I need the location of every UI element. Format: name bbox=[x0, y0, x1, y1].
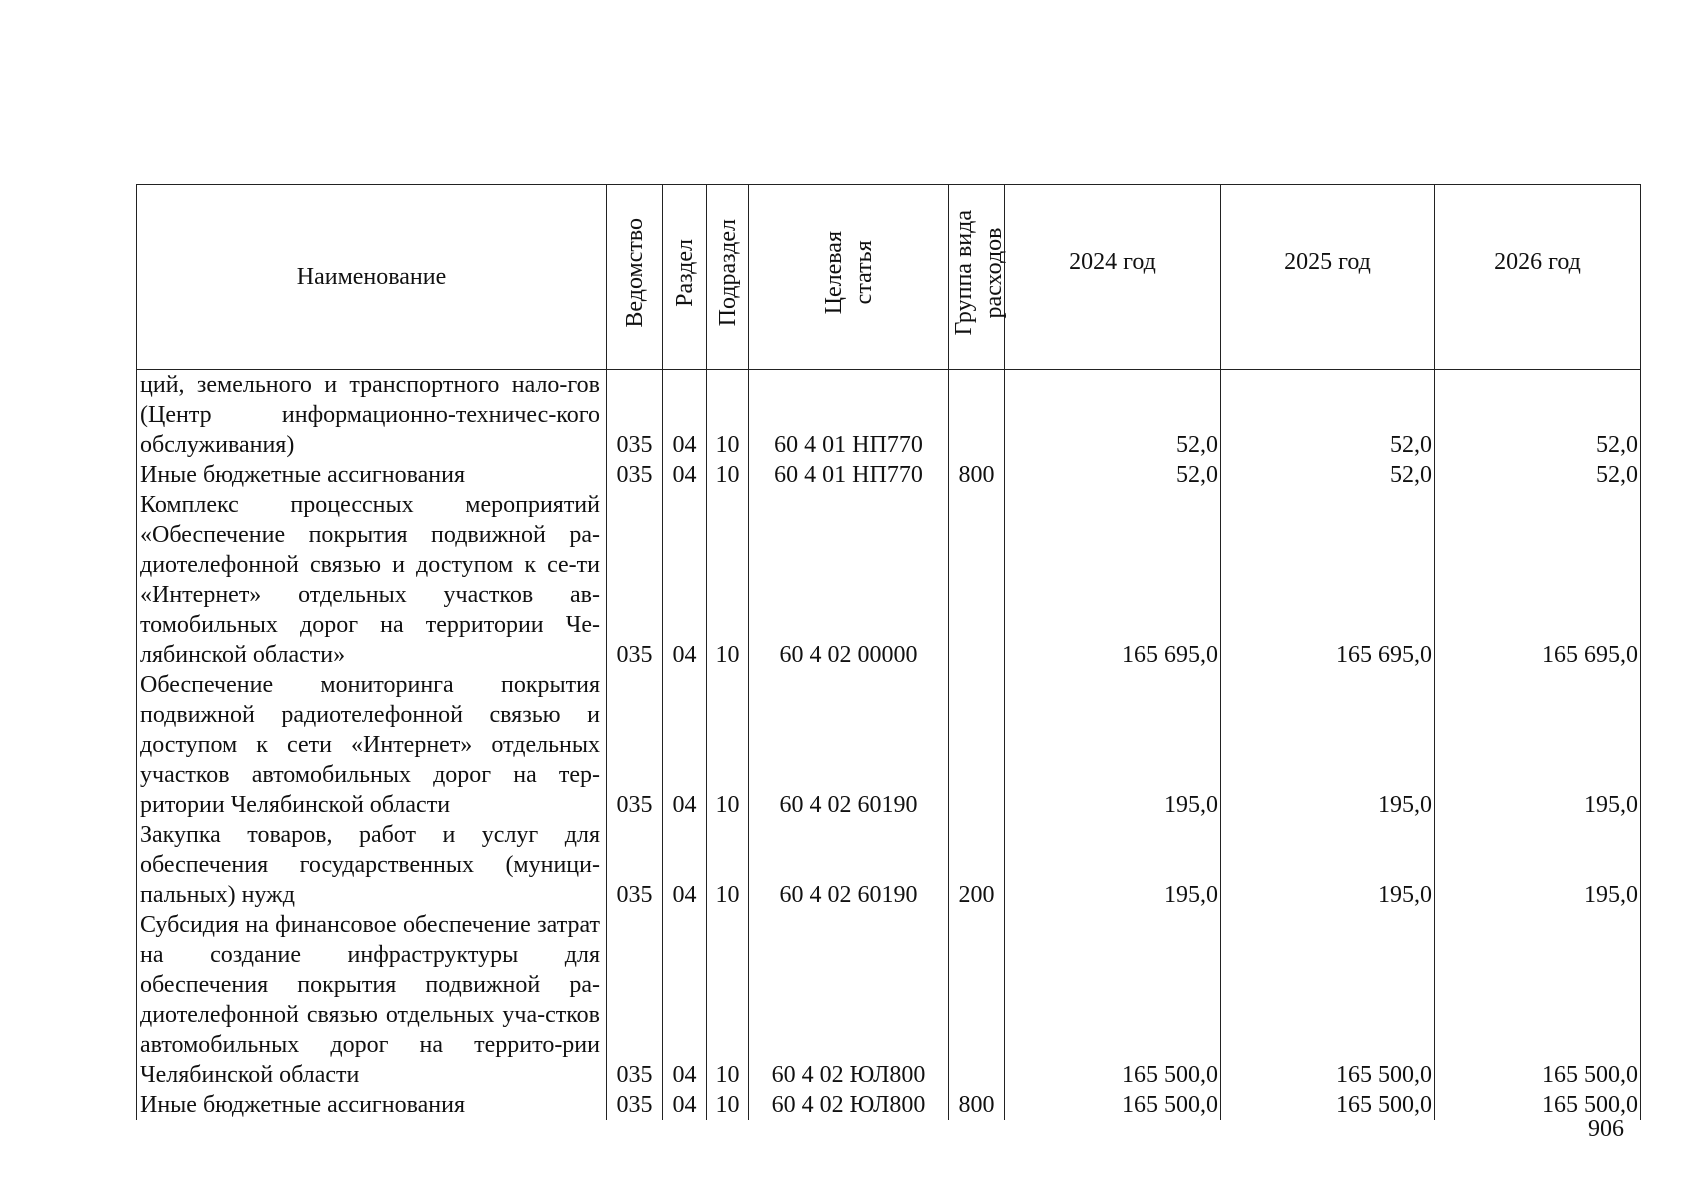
row-amount-2025: 52,0 bbox=[1221, 460, 1435, 490]
row-vedomstvo: 035 bbox=[607, 490, 663, 670]
table-header-row bbox=[137, 185, 1641, 370]
table-row bbox=[137, 460, 1641, 490]
row-name: ций, земельного и транспортного нало-гов (Центр информационно-техничес-кого обслуживания) bbox=[137, 370, 607, 461]
header-gruppa-line1: Группа вида bbox=[951, 210, 977, 336]
header-podrazdel-label: Подраздел bbox=[714, 219, 741, 327]
row-gruppa: 800 bbox=[949, 1090, 1005, 1120]
header-razdel bbox=[663, 185, 707, 370]
row-amount-2026: 165 500,0 bbox=[1435, 1090, 1641, 1120]
row-amount-2024: 165 695,0 bbox=[1005, 490, 1221, 670]
row-podrazdel: 10 bbox=[707, 820, 749, 910]
table-row bbox=[137, 370, 1641, 461]
table-row bbox=[137, 820, 1641, 910]
header-year-2024-label: 2024 год bbox=[1069, 249, 1156, 275]
header-celevaya-label bbox=[819, 231, 879, 314]
row-amount-2025: 52,0 bbox=[1221, 370, 1435, 461]
row-razdel: 04 bbox=[663, 1090, 707, 1120]
table-row bbox=[137, 910, 1641, 1090]
row-gruppa bbox=[949, 910, 1005, 1090]
row-amount-2026: 52,0 bbox=[1435, 370, 1641, 461]
row-name: Закупка товаров, работ и услуг для обеспечения государственных (муници-пальных) нужд bbox=[137, 820, 607, 910]
table-body bbox=[137, 370, 1641, 1121]
row-podrazdel: 10 bbox=[707, 1090, 749, 1120]
row-gruppa bbox=[949, 370, 1005, 461]
header-razdel-label: Раздел bbox=[671, 239, 698, 307]
row-celevaya: 60 4 02 60190 bbox=[749, 670, 949, 820]
row-name: Комплекс процессных мероприятий «Обеспечение покрытия подвижной ра-диотелефонной связью и доступом к се-ти «Интернет» отдельных участков ав-томобильных дорог на территории Че-лябинской области» bbox=[137, 490, 607, 670]
row-celevaya: 60 4 02 00000 bbox=[749, 490, 949, 670]
row-vedomstvo: 035 bbox=[607, 910, 663, 1090]
header-name bbox=[137, 185, 607, 370]
row-gruppa: 200 bbox=[949, 820, 1005, 910]
row-razdel: 04 bbox=[663, 820, 707, 910]
row-vedomstvo: 035 bbox=[607, 670, 663, 820]
row-name: Обеспечение мониторинга покрытия подвижной радиотелефонной связью и доступом к сети «Интернет» отдельных участков автомобильных дорог на тер-ритории Челябинской области bbox=[137, 670, 607, 820]
row-gruppa bbox=[949, 490, 1005, 670]
row-gruppa: 800 bbox=[949, 460, 1005, 490]
row-amount-2025: 195,0 bbox=[1221, 820, 1435, 910]
row-celevaya: 60 4 01 НП770 bbox=[749, 370, 949, 461]
header-podrazdel bbox=[707, 185, 749, 370]
row-vedomstvo: 035 bbox=[607, 1090, 663, 1120]
row-name: Иные бюджетные ассигнования bbox=[137, 1090, 607, 1120]
row-amount-2026: 165 500,0 bbox=[1435, 910, 1641, 1090]
header-vedomstvo-label: Ведомство bbox=[621, 218, 648, 328]
row-amount-2026: 165 695,0 bbox=[1435, 490, 1641, 670]
header-vedomstvo bbox=[607, 185, 663, 370]
row-amount-2024: 52,0 bbox=[1005, 370, 1221, 461]
row-podrazdel: 10 bbox=[707, 460, 749, 490]
header-celevaya-line2: статья bbox=[850, 241, 877, 305]
row-amount-2024: 165 500,0 bbox=[1005, 1090, 1221, 1120]
row-amount-2026: 195,0 bbox=[1435, 820, 1641, 910]
row-amount-2025: 165 695,0 bbox=[1221, 490, 1435, 670]
header-gruppa-line2: расходов bbox=[981, 227, 1007, 319]
row-vedomstvo: 035 bbox=[607, 370, 663, 461]
header-year-2026-label: 2026 год bbox=[1494, 249, 1581, 275]
row-razdel: 04 bbox=[663, 910, 707, 1090]
row-podrazdel: 10 bbox=[707, 910, 749, 1090]
header-year-2025-label: 2025 год bbox=[1284, 249, 1371, 275]
table-row bbox=[137, 1090, 1641, 1120]
header-year-2024 bbox=[1005, 185, 1221, 370]
row-podrazdel: 10 bbox=[707, 490, 749, 670]
row-razdel: 04 bbox=[663, 370, 707, 461]
row-amount-2024: 195,0 bbox=[1005, 670, 1221, 820]
row-celevaya: 60 4 02 ЮЛ800 bbox=[749, 1090, 949, 1120]
page-number: 906 bbox=[1588, 1116, 1624, 1142]
row-razdel: 04 bbox=[663, 490, 707, 670]
row-name: Субсидия на финансовое обеспечение затрат на создание инфраструктуры для обеспечения покрытия подвижной ра-диотелефонной связью отдельных уча-стков автомобильных дорог на террито-рии Челябинской области bbox=[137, 910, 607, 1090]
row-amount-2025: 195,0 bbox=[1221, 670, 1435, 820]
row-podrazdel: 10 bbox=[707, 670, 749, 820]
row-razdel: 04 bbox=[663, 460, 707, 490]
row-celevaya: 60 4 02 ЮЛ800 bbox=[749, 910, 949, 1090]
row-amount-2026: 52,0 bbox=[1435, 460, 1641, 490]
row-celevaya: 60 4 01 НП770 bbox=[749, 460, 949, 490]
row-celevaya: 60 4 02 60190 bbox=[749, 820, 949, 910]
row-podrazdel: 10 bbox=[707, 370, 749, 461]
budget-table bbox=[136, 184, 1641, 1120]
row-vedomstvo: 035 bbox=[607, 460, 663, 490]
table-row bbox=[137, 670, 1641, 820]
row-amount-2025: 165 500,0 bbox=[1221, 1090, 1435, 1120]
table-row bbox=[137, 490, 1641, 670]
row-amount-2024: 195,0 bbox=[1005, 820, 1221, 910]
row-vedomstvo: 035 bbox=[607, 820, 663, 910]
header-year-2025 bbox=[1221, 185, 1435, 370]
header-celevaya-line1: Целевая bbox=[820, 231, 847, 315]
row-name: Иные бюджетные ассигнования bbox=[137, 460, 607, 490]
header-gruppa bbox=[949, 185, 1005, 370]
row-amount-2025: 165 500,0 bbox=[1221, 910, 1435, 1090]
row-amount-2026: 195,0 bbox=[1435, 670, 1641, 820]
row-amount-2024: 165 500,0 bbox=[1005, 910, 1221, 1090]
header-celevaya bbox=[749, 185, 949, 370]
header-name-label: Наименование bbox=[296, 264, 447, 290]
header-year-2026 bbox=[1435, 185, 1641, 370]
header-gruppa-label bbox=[949, 210, 1009, 335]
row-gruppa bbox=[949, 670, 1005, 820]
row-amount-2024: 52,0 bbox=[1005, 460, 1221, 490]
row-razdel: 04 bbox=[663, 670, 707, 820]
